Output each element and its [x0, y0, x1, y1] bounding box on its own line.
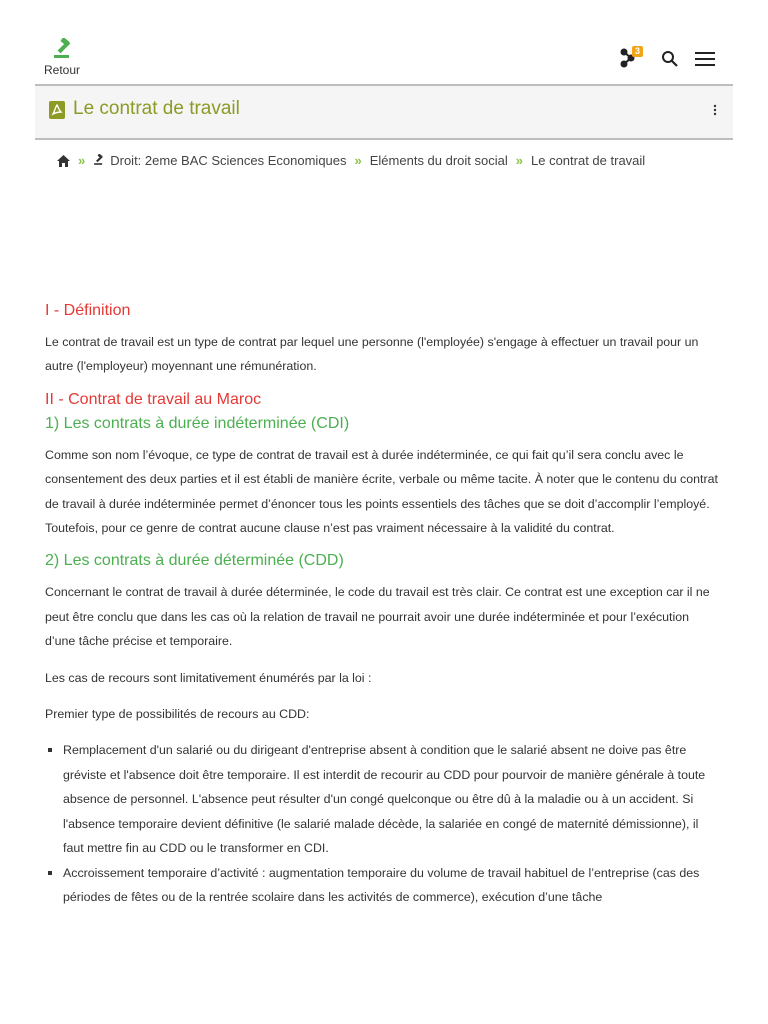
home-icon: [57, 155, 70, 167]
gavel-icon: [52, 38, 78, 62]
breadcrumb-label: Le contrat de travail: [531, 153, 646, 168]
breadcrumb-item-chapter[interactable]: [370, 153, 508, 168]
article-content: [45, 302, 720, 909]
back-button[interactable]: [44, 38, 92, 77]
search-icon: [661, 50, 679, 68]
breadcrumb-separator: »: [354, 153, 362, 168]
subheading-cdd: 2) Les contrats à durée déterminée (CDD): [45, 552, 344, 570]
list-item: Accroissement temporaire d’activité : augmentation temporaire du volume de travail habituel de l’entreprise (cas des périodes de fêtes ou de la rentrée scolaire dans les activités de commerce), exécution d’une tâche: [63, 861, 720, 910]
paragraph-recours: Les cas de recours sont limitativement énumérés par la loi :: [45, 670, 372, 685]
section-heading-definition: I - Définition: [45, 302, 131, 319]
paragraph-cdd: Concernant le contrat de travail à durée déterminée, le code du travail est très clair. Ce contrat est une exception car il ne peut être conclu que dans les cas où la relation de travail ne pourrait avoir une durée indéterminée et pour l’exécution d’une tâche précise et temporaire.: [45, 585, 710, 649]
paragraph-definition: Le contrat de travail est un type de contrat par lequel une personne (l'employée) s'engage à effectuer un travail pour un autre (l'employeur) moyennant une rémunération.: [45, 335, 699, 374]
breadcrumb-separator: »: [78, 153, 86, 168]
breadcrumb-home[interactable]: [57, 155, 70, 167]
hamburger-menu-icon: [695, 51, 715, 67]
top-actions: [619, 48, 715, 70]
list-item: Remplacement d'un salarié ou du dirigeant d'entreprise absent à condition que le salarié absent ne doive pas être gréviste et l'absence doit être temporaire. Il est interdit de recourir au CDD pour pourvoir de manière générale à toute absence de personnel. L'absence peut résulter d'un congé quelconque ou être dû à la maladie ou à un accident. Si l'absence temporaire devient définitive (le salarié malade décède, la salariée en congé de maternité démissionne), il faut mettre fin au CDD ou le transformer en CDI.: [63, 738, 720, 860]
more-vert-icon[interactable]: [713, 104, 717, 116]
breadcrumb-item-current[interactable]: [531, 153, 645, 168]
breadcrumb-label: Droit: 2eme BAC Sciences Economiques: [110, 153, 347, 168]
search-button[interactable]: [661, 50, 679, 68]
pdf-file-icon: [49, 101, 65, 119]
paragraph-cdi: Comme son nom l’évoque, ce type de contrat de travail est à durée indéterminée, ce qui fait qu’il sera conclu avec le consentement des deux parties et il est établi de manière écrite, verbale ou même tacite. À noter que le contenu du contrat de travail à durée indéterminée permet d’énoncer tous les points essentiels des tâches que se doit d’accomplir l’employé. Toutefois, pour ce genre de contrat aucune clause n’est pas vraiment nécessaire à la validité du contrat.: [45, 447, 718, 536]
page-title: Le contrat de travail: [73, 98, 240, 119]
back-label: Retour: [44, 63, 81, 77]
breadcrumb-separator: »: [515, 153, 523, 168]
breadcrumb: [57, 153, 645, 168]
section-heading-maroc: II - Contrat de travail au Maroc: [45, 390, 262, 408]
recours-list: [45, 738, 720, 909]
notification-badge: 3: [632, 46, 643, 57]
molecule-button[interactable]: [619, 48, 645, 70]
breadcrumb-label: Eléments du droit social: [369, 153, 508, 168]
paragraph-premier-type: Premier type de possibilités de recours au CDD:: [45, 707, 310, 722]
subheading-cdi: 1) Les contrats à durée indéterminée (CDI): [45, 414, 350, 432]
menu-button[interactable]: [695, 51, 715, 67]
gavel-icon: [93, 154, 107, 167]
breadcrumb-item-course[interactable]: [93, 153, 346, 168]
top-bar: [35, 30, 733, 84]
document-title-bar: [35, 84, 733, 140]
